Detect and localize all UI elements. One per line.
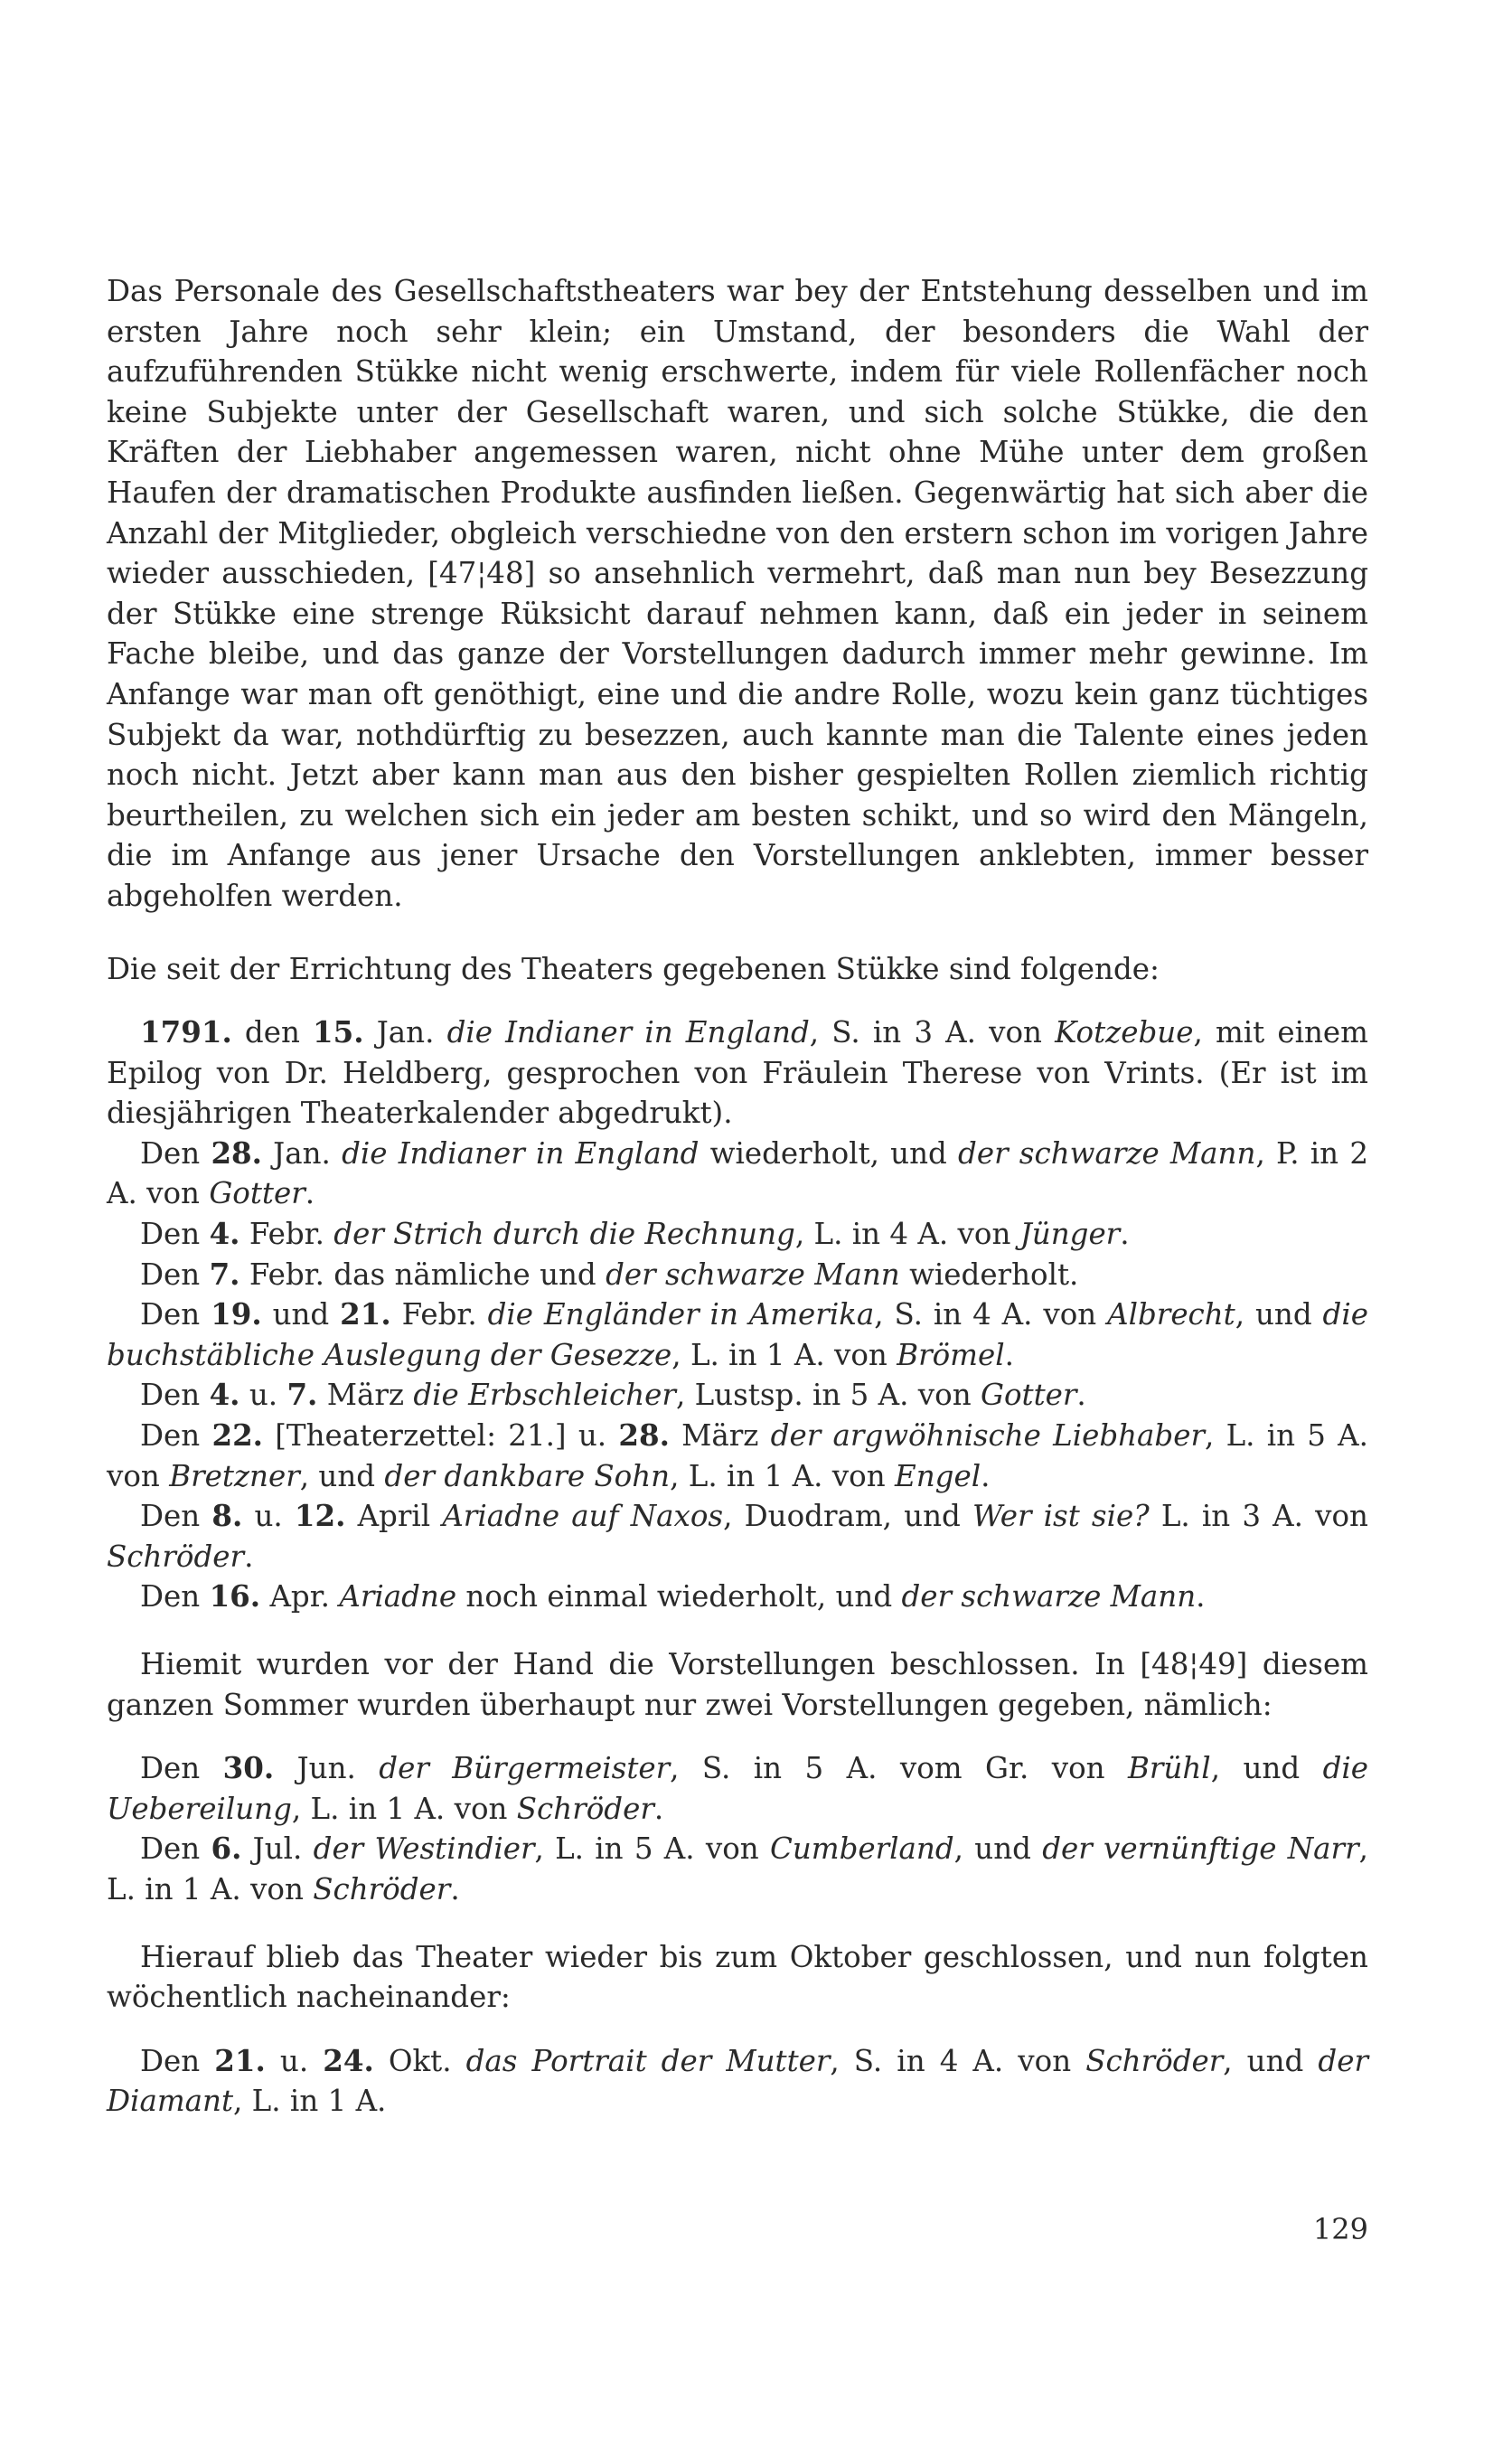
title-or-author: Brühl	[1128, 1751, 1211, 1786]
date-number: 4.	[209, 1377, 240, 1413]
title-or-author: die Indianer in England	[446, 1015, 810, 1050]
entry-text: , L. in 5 A. von	[534, 1831, 770, 1867]
entry-text: Febr.	[239, 1217, 334, 1252]
page-body	[107, 271, 1368, 2122]
entry-text: , S. in 4 A. von	[874, 1297, 1108, 1332]
entry-text: , L. in 4 A. von	[794, 1217, 1020, 1252]
date-number: 21.	[214, 2042, 266, 2078]
title-or-author: Schröder	[1085, 2043, 1224, 2078]
entry-text: [Theaterzettel: 21.] u.	[263, 1418, 619, 1454]
entry-text: Okt.	[373, 2043, 466, 2078]
entry-text: .	[981, 1458, 991, 1493]
entry-text: wiederholt.	[899, 1257, 1079, 1292]
date-number: 28.	[618, 1417, 670, 1454]
entry-text: Den	[140, 1135, 211, 1171]
title-or-author: Engel	[895, 1458, 981, 1493]
title-or-author: der Westindier	[313, 1831, 535, 1867]
title-or-author: Schröder	[107, 1539, 245, 1574]
entry-text: Den	[140, 2043, 215, 2078]
entry-text: Den	[140, 1297, 211, 1332]
entry-text: Febr. das nämliche und	[239, 1257, 606, 1292]
performance-entry	[107, 1577, 1368, 1617]
title-or-author: Kotzebue	[1055, 1015, 1194, 1050]
entry-text: März	[317, 1378, 414, 1413]
entry-text: , Lustsp. in 5 A. von	[675, 1378, 981, 1413]
title-or-author: Bretzner	[169, 1458, 300, 1493]
date-number: 7.	[209, 1256, 240, 1292]
title-or-author: der schwarze Mann	[606, 1257, 900, 1292]
entry-text: , und	[299, 1458, 385, 1493]
performance-entry	[107, 1294, 1368, 1375]
entry-text: , S. in 4 A. von	[830, 2043, 1086, 2078]
entry-text: Den	[140, 1751, 223, 1786]
date-number: 4.	[209, 1216, 240, 1252]
performance-entry	[107, 1012, 1368, 1134]
list-heading: Die seit der Errichtung des Theaters gegebenen Stükke sind folgende:	[107, 951, 1160, 986]
entry-text: .	[244, 1539, 254, 1574]
title-or-author: der dankbare Sohn	[384, 1458, 671, 1493]
title-or-author: Ariadne	[339, 1579, 457, 1614]
performance-entry	[107, 1134, 1368, 1214]
entry-text: Den	[140, 1831, 211, 1867]
entry-text: den	[231, 1015, 314, 1050]
title-or-author: Wer ist sie?	[972, 1499, 1150, 1534]
performance-entry	[107, 1375, 1368, 1416]
title-or-author: der Bürgermeister	[379, 1751, 671, 1786]
page-number: 129	[1312, 2212, 1368, 2246]
entry-text: , Duodram, und	[723, 1499, 972, 1534]
entry-text: wiederholt, und	[699, 1135, 959, 1171]
performance-entry	[107, 1416, 1368, 1496]
title-or-author: Brömel	[897, 1337, 1005, 1372]
date-number: 30.	[222, 1750, 275, 1786]
entry-text: Apr.	[260, 1579, 340, 1614]
entry-text: .	[653, 1791, 664, 1826]
entry-text: , L. in 5 A. von	[107, 1418, 1368, 1493]
summer-note: Hiemit wurden vor der Hand die Vorstellungen beschlossen. In [48¦49] diesem ganzen Sommer wurden überhaupt nur zwei Vorstellungen gegeben, nämlich:	[107, 1647, 1368, 1722]
date-number: 12.	[294, 1498, 346, 1534]
date-number: 22.	[211, 1417, 263, 1454]
performance-list-october	[107, 2041, 1368, 2122]
title-or-author: die Indianer in England	[342, 1135, 700, 1171]
entry-text: Den	[140, 1418, 212, 1454]
entry-text: Den	[140, 1217, 210, 1252]
title-or-author: Gotter	[980, 1378, 1077, 1413]
entry-text: , und	[1210, 1751, 1323, 1786]
performance-entry	[107, 1496, 1368, 1577]
performance-entry	[107, 1214, 1368, 1255]
entry-text: u.	[265, 2043, 324, 2078]
entry-text: , S. in 5 A. vom Gr. von	[670, 1751, 1129, 1786]
entry-text: , L. in 1 A.	[233, 2084, 387, 2119]
entry-text: , und	[1235, 1297, 1323, 1332]
title-or-author: Albrecht	[1107, 1297, 1235, 1332]
entry-text: , S. in 3 A. von	[809, 1015, 1056, 1050]
entry-text: Den	[140, 1499, 212, 1534]
date-number: 19.	[211, 1296, 262, 1332]
entry-text: .	[1196, 1579, 1206, 1614]
title-or-author: das Portrait der Mutter	[465, 2043, 831, 2078]
entry-text: Jan.	[363, 1015, 447, 1050]
title-or-author: Schröder	[313, 1871, 451, 1906]
entry-text: , und	[953, 1831, 1043, 1867]
entry-text: und	[261, 1297, 341, 1332]
title-or-author: die Erbschleicher	[413, 1378, 676, 1413]
entry-text: Jul.	[241, 1831, 314, 1867]
entry-text: Den	[140, 1378, 210, 1413]
entry-text: Febr.	[390, 1297, 488, 1332]
entry-text: , L. in 1 A. von	[291, 1791, 517, 1826]
entry-text: , und	[1223, 2043, 1319, 2078]
date-number: 21.	[340, 1296, 391, 1332]
entry-text: , L. in 1 A. von	[670, 1458, 896, 1493]
intro-paragraph: Das Personale des Gesellschaftstheaters war bey der Entstehung desselben und im ersten Jahre noch sehr klein; ein Umstand, der besonders die Wahl der aufzuführenden Stükke nicht wenig erschwerte, indem für viele Rollenfächer noch keine Subjekte unter der Gesellschaft waren, und sich solche Stükke, die den Kräften der Liebhaber angemessen waren, nicht ohne Mühe unter dem großen Haufen der dramatischen Produkte ausfinden ließen. Gegenwärtig hat sich aber die Anzahl der Mitglieder, obgleich verschiedne von den erstern schon im vorigen Jahre wieder ausschieden, [47¦48] so ansehnlich vermehrt, daß man nun bey Besezzung der Stükke eine strenge Rüksicht darauf nehmen kann, daß ein jeder in seinem Fache bleibe, und das ganze der Vorstellungen dadurch immer mehr gewinne. Im Anfange war man oft genöthigt, eine und die andre Rolle, wozu kein ganz tüchtiges Subjekt da war, nothdürftig zu besezzen, auch kannte man die Talente eines jeden noch nicht. Jetzt aber kann man aus den bisher gespielten Rollen ziemlich richtig beurtheilen, zu welchen sich ein jeder am besten schikt, und so wird den Mängeln, die im Anfange aus jener Ursache den Vorstellungen anklebten, immer besser abgeholfen werden.	[107, 274, 1368, 913]
entry-text: noch einmal wiederholt, und	[456, 1579, 902, 1614]
title-or-author: Schröder	[516, 1791, 654, 1826]
performance-entry	[107, 1255, 1368, 1295]
title-or-author: die Uebereilung	[107, 1751, 1368, 1826]
entry-text: März	[669, 1418, 771, 1454]
entry-text: , mit einem Epilog von Dr. Heldberg, gesprochen von Fräulein Therese von Vrints. (Er ist im diesjährigen Theaterkalender abgedrukt).	[107, 1015, 1368, 1131]
title-or-author: der vernünftige Narr	[1042, 1831, 1359, 1867]
performance-list-1791	[107, 1012, 1368, 1617]
entry-text: .	[1076, 1378, 1086, 1413]
title-or-author: der Diamant	[107, 2043, 1368, 2119]
entry-text: , L. in 1 A. von	[107, 1831, 1368, 1906]
october-note: Hierauf blieb das Theater wieder bis zum Oktober geschlossen, und nun folgten wöchentlich nacheinander:	[107, 1939, 1368, 2015]
performance-entry	[107, 1829, 1368, 1909]
title-or-author: der Strich durch die Rechnung	[333, 1217, 795, 1252]
entry-text: .	[1004, 1337, 1014, 1372]
title-or-author: der schwarze Mann	[958, 1135, 1256, 1171]
performance-entry	[107, 1748, 1368, 1829]
entry-text: L. in 3 A. von	[1149, 1499, 1368, 1534]
title-or-author: Cumberland	[769, 1831, 954, 1867]
entry-text: , P. in 2 A. von	[107, 1135, 1368, 1211]
entry-text: Den	[140, 1579, 210, 1614]
title-or-author: Ariadne auf Naxos	[442, 1499, 724, 1534]
title-or-author: der argwöhnische Liebhaber	[770, 1418, 1206, 1454]
entry-text: , L. in 1 A. von	[671, 1337, 897, 1372]
entry-text: .	[450, 1871, 460, 1906]
title-or-author: die Engländer in Amerika	[487, 1297, 875, 1332]
performance-list-summer	[107, 1748, 1368, 1909]
entry-text: Jan.	[261, 1135, 343, 1171]
date-number: 6.	[211, 1831, 242, 1867]
title-or-author: der schwarze Mann	[901, 1579, 1197, 1614]
entry-text: Jun.	[274, 1751, 380, 1786]
date-number: 15.	[313, 1014, 364, 1050]
title-or-author: Jünger	[1019, 1217, 1121, 1252]
date-number: 16.	[209, 1578, 261, 1614]
date-number: 28.	[211, 1134, 262, 1171]
title-or-author: Gotter	[209, 1176, 305, 1211]
date-number: 1791.	[140, 1014, 232, 1050]
entry-text: .	[305, 1176, 315, 1211]
date-number: 24.	[323, 2042, 374, 2078]
entry-text: u.	[242, 1499, 295, 1534]
date-number: 8.	[211, 1498, 243, 1534]
date-number: 7.	[286, 1377, 318, 1413]
title-or-author: die buchstäbliche Auslegung der Gesezze	[107, 1297, 1368, 1372]
entry-text: u.	[239, 1378, 287, 1413]
entry-text: Den	[140, 1257, 210, 1292]
performance-entry	[107, 2041, 1368, 2122]
entry-text: .	[1120, 1217, 1130, 1252]
entry-text: April	[345, 1499, 443, 1534]
